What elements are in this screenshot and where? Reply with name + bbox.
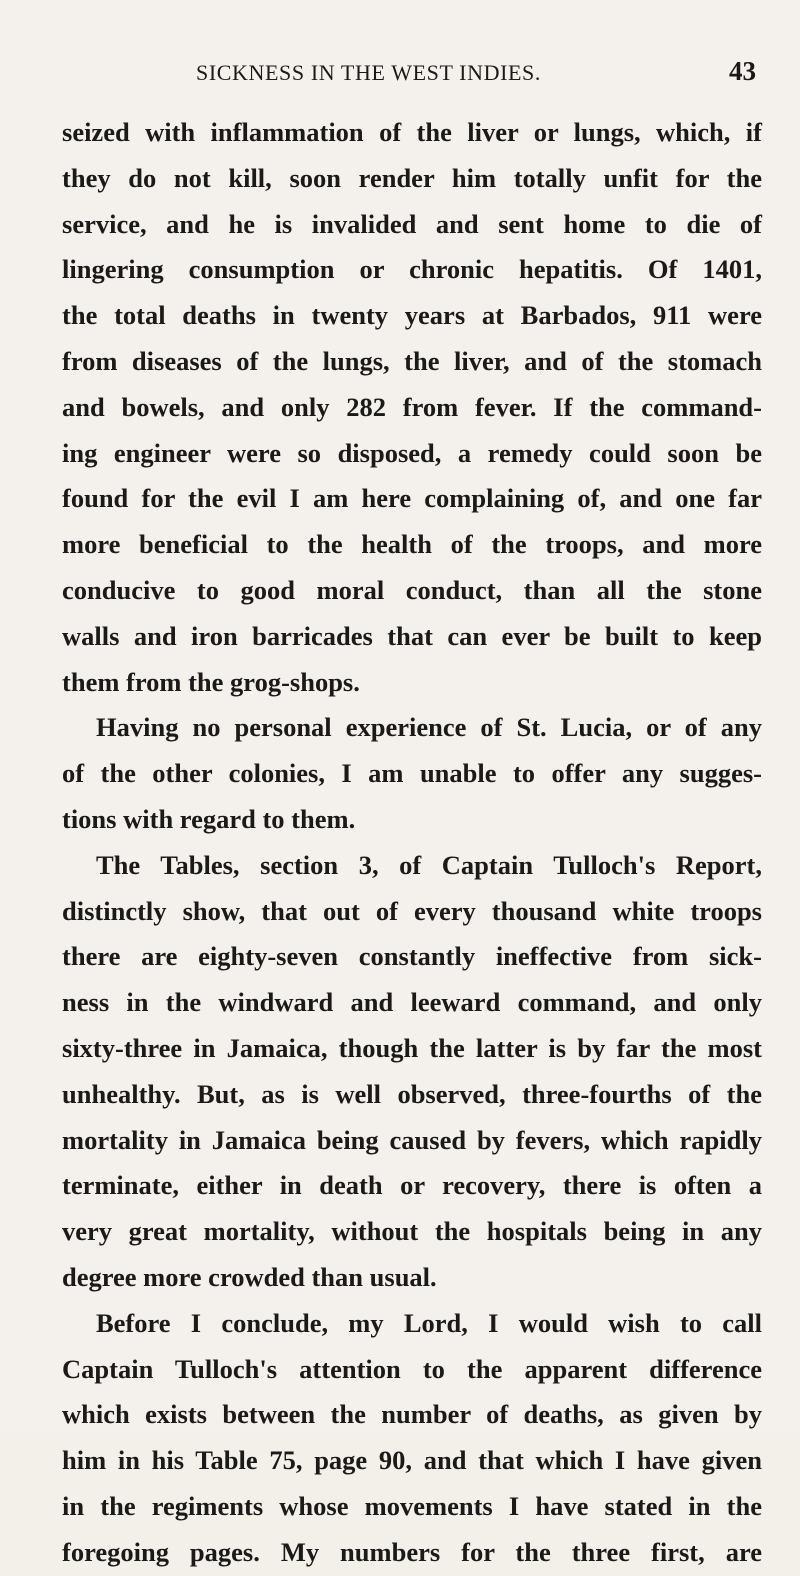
text-line: foregoing pages. My numbers for the three first, are: [62, 1536, 762, 1567]
text-line: very great mortality, without the hospitals being in any: [62, 1216, 762, 1247]
text-line: which exists between the number of deaths, as given by: [62, 1399, 762, 1430]
text-line: seized with inflammation of the liver or lungs, which, if: [62, 117, 762, 147]
text-line: more beneficial to the health of the troops, and more: [62, 529, 762, 560]
text-line: walls and iron barricades that can ever be built to keep: [62, 620, 762, 651]
text-line: of the other colonies, I am unable to offer any sugges-: [62, 758, 762, 789]
text-line: sixty-three in Jamaica, though the latter is by far the most: [62, 1032, 762, 1063]
text-line: them from the grog-shops.: [62, 666, 360, 697]
text-line: unhealthy. But, as is well observed, three-fourths of the: [62, 1078, 762, 1109]
running-title: SICKNESS IN THE WEST INDIES.: [196, 60, 541, 85]
running-head: [196, 56, 756, 92]
page-number: 43: [729, 56, 756, 86]
text-line: Having no personal experience of St. Lucia, or of any: [96, 712, 762, 743]
text-line: terminate, either in death or recovery, there is often a: [62, 1170, 762, 1201]
text-line: mortality in Jamaica being caused by fevers, which rapidly: [62, 1124, 762, 1155]
text-line: distinctly show, that out of every thousand white troops: [62, 895, 762, 926]
text-line: from diseases of the lungs, the liver, and of the stomach: [62, 345, 762, 376]
text-line: ness in the windward and leeward command, and only: [62, 987, 762, 1018]
text-line: there are eighty-seven constantly ineffective from sick-: [62, 941, 762, 972]
text-line: in the regiments whose movements I have stated in the: [62, 1490, 762, 1521]
text-line: service, and he is invalided and sent home to die of: [62, 208, 762, 239]
text-line: Before I conclude, my Lord, I would wish to call: [96, 1307, 762, 1338]
text-line: tions with regard to them.: [62, 803, 356, 834]
text-line: Captain Tulloch's attention to the apparent difference: [62, 1353, 762, 1384]
text-line: found for the evil I am here complaining of, and one far: [62, 483, 762, 514]
text-line: him in his Table 75, page 90, and that which I have given: [62, 1445, 762, 1476]
text-line: the total deaths in twenty years at Barbados, 911 were: [62, 300, 762, 331]
body-text: [62, 110, 762, 1576]
text-line: they do not kill, soon render him totally unfit for the: [62, 162, 762, 193]
text-line: and bowels, and only 282 from fever. If the command-: [62, 391, 762, 422]
text-line: The Tables, section 3, of Captain Tulloch's Report,: [96, 849, 762, 880]
text-line: degree more crowded than usual.: [62, 1261, 437, 1292]
text-line: conducive to good moral conduct, than all the stone: [62, 574, 762, 605]
text-line: lingering consumption or chronic hepatitis. Of 1401,: [62, 254, 762, 285]
text-line: ing engineer were so disposed, a remedy could soon be: [62, 437, 762, 468]
